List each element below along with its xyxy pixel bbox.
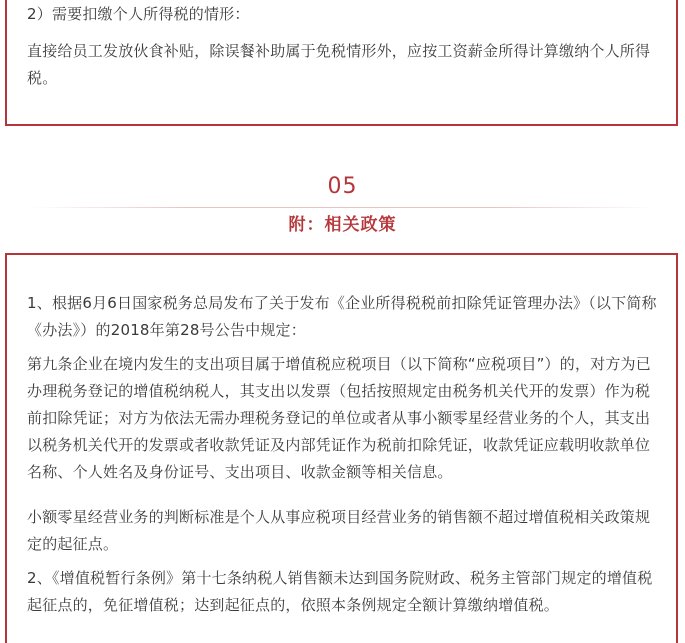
- policy-paragraph-2: 第九条企业在境内发生的支出项目属于增值税应税项目（以下简称“应税项目”）的，对方为已办理税务登记的增值税纳税人，其支出以发票（包括按照规定由税务机关代开的发票）作为税前扣除凭证；对方为依法无需办理税务登记的单位或者从事小额零星经营业务的个人，其支出以税务机关代开的发票或者收款凭证及内部凭证作为税前扣除凭证，收款凭证应载明收款单位名称、个人姓名及身份证号、支出项目、收款金额等相关信息。: [27, 355, 651, 481]
- case-body: 直接给员工发放伙食补贴，除误餐补助属于免税情形外，应按工资薪金所得计算缴纳个人所得税。: [27, 42, 651, 87]
- policy-paragraph-3: 小额零星经营业务的判断标准是个人从事应税项目经营业务的销售额不超过增值税相关政策规定的起征点。: [27, 508, 651, 553]
- case-heading: 2）需要扣缴个人所得税的情形：: [27, 5, 250, 23]
- section-title: 附：相关政策: [288, 215, 397, 235]
- policy-paragraph-4: 2、《增值税暂行条例》第十七条纳税人销售额未达到国务院财政、税务主管部门规定的增值税起征点的，免征增值税；达到起征点的，依照本条例规定全额计算缴纳增值税。: [27, 569, 653, 614]
- section-number: 05: [327, 174, 358, 199]
- policy-box: [5, 253, 678, 643]
- section-divider: [30, 207, 655, 208]
- tax-case-box: [5, 0, 678, 126]
- policy-paragraph-1: 1、根据6月6日国家税务总局发布了关于发布《企业所得税税前扣除凭证管理办法》（以下简称《办法》）的2018年第28号公告中规定：: [27, 294, 657, 339]
